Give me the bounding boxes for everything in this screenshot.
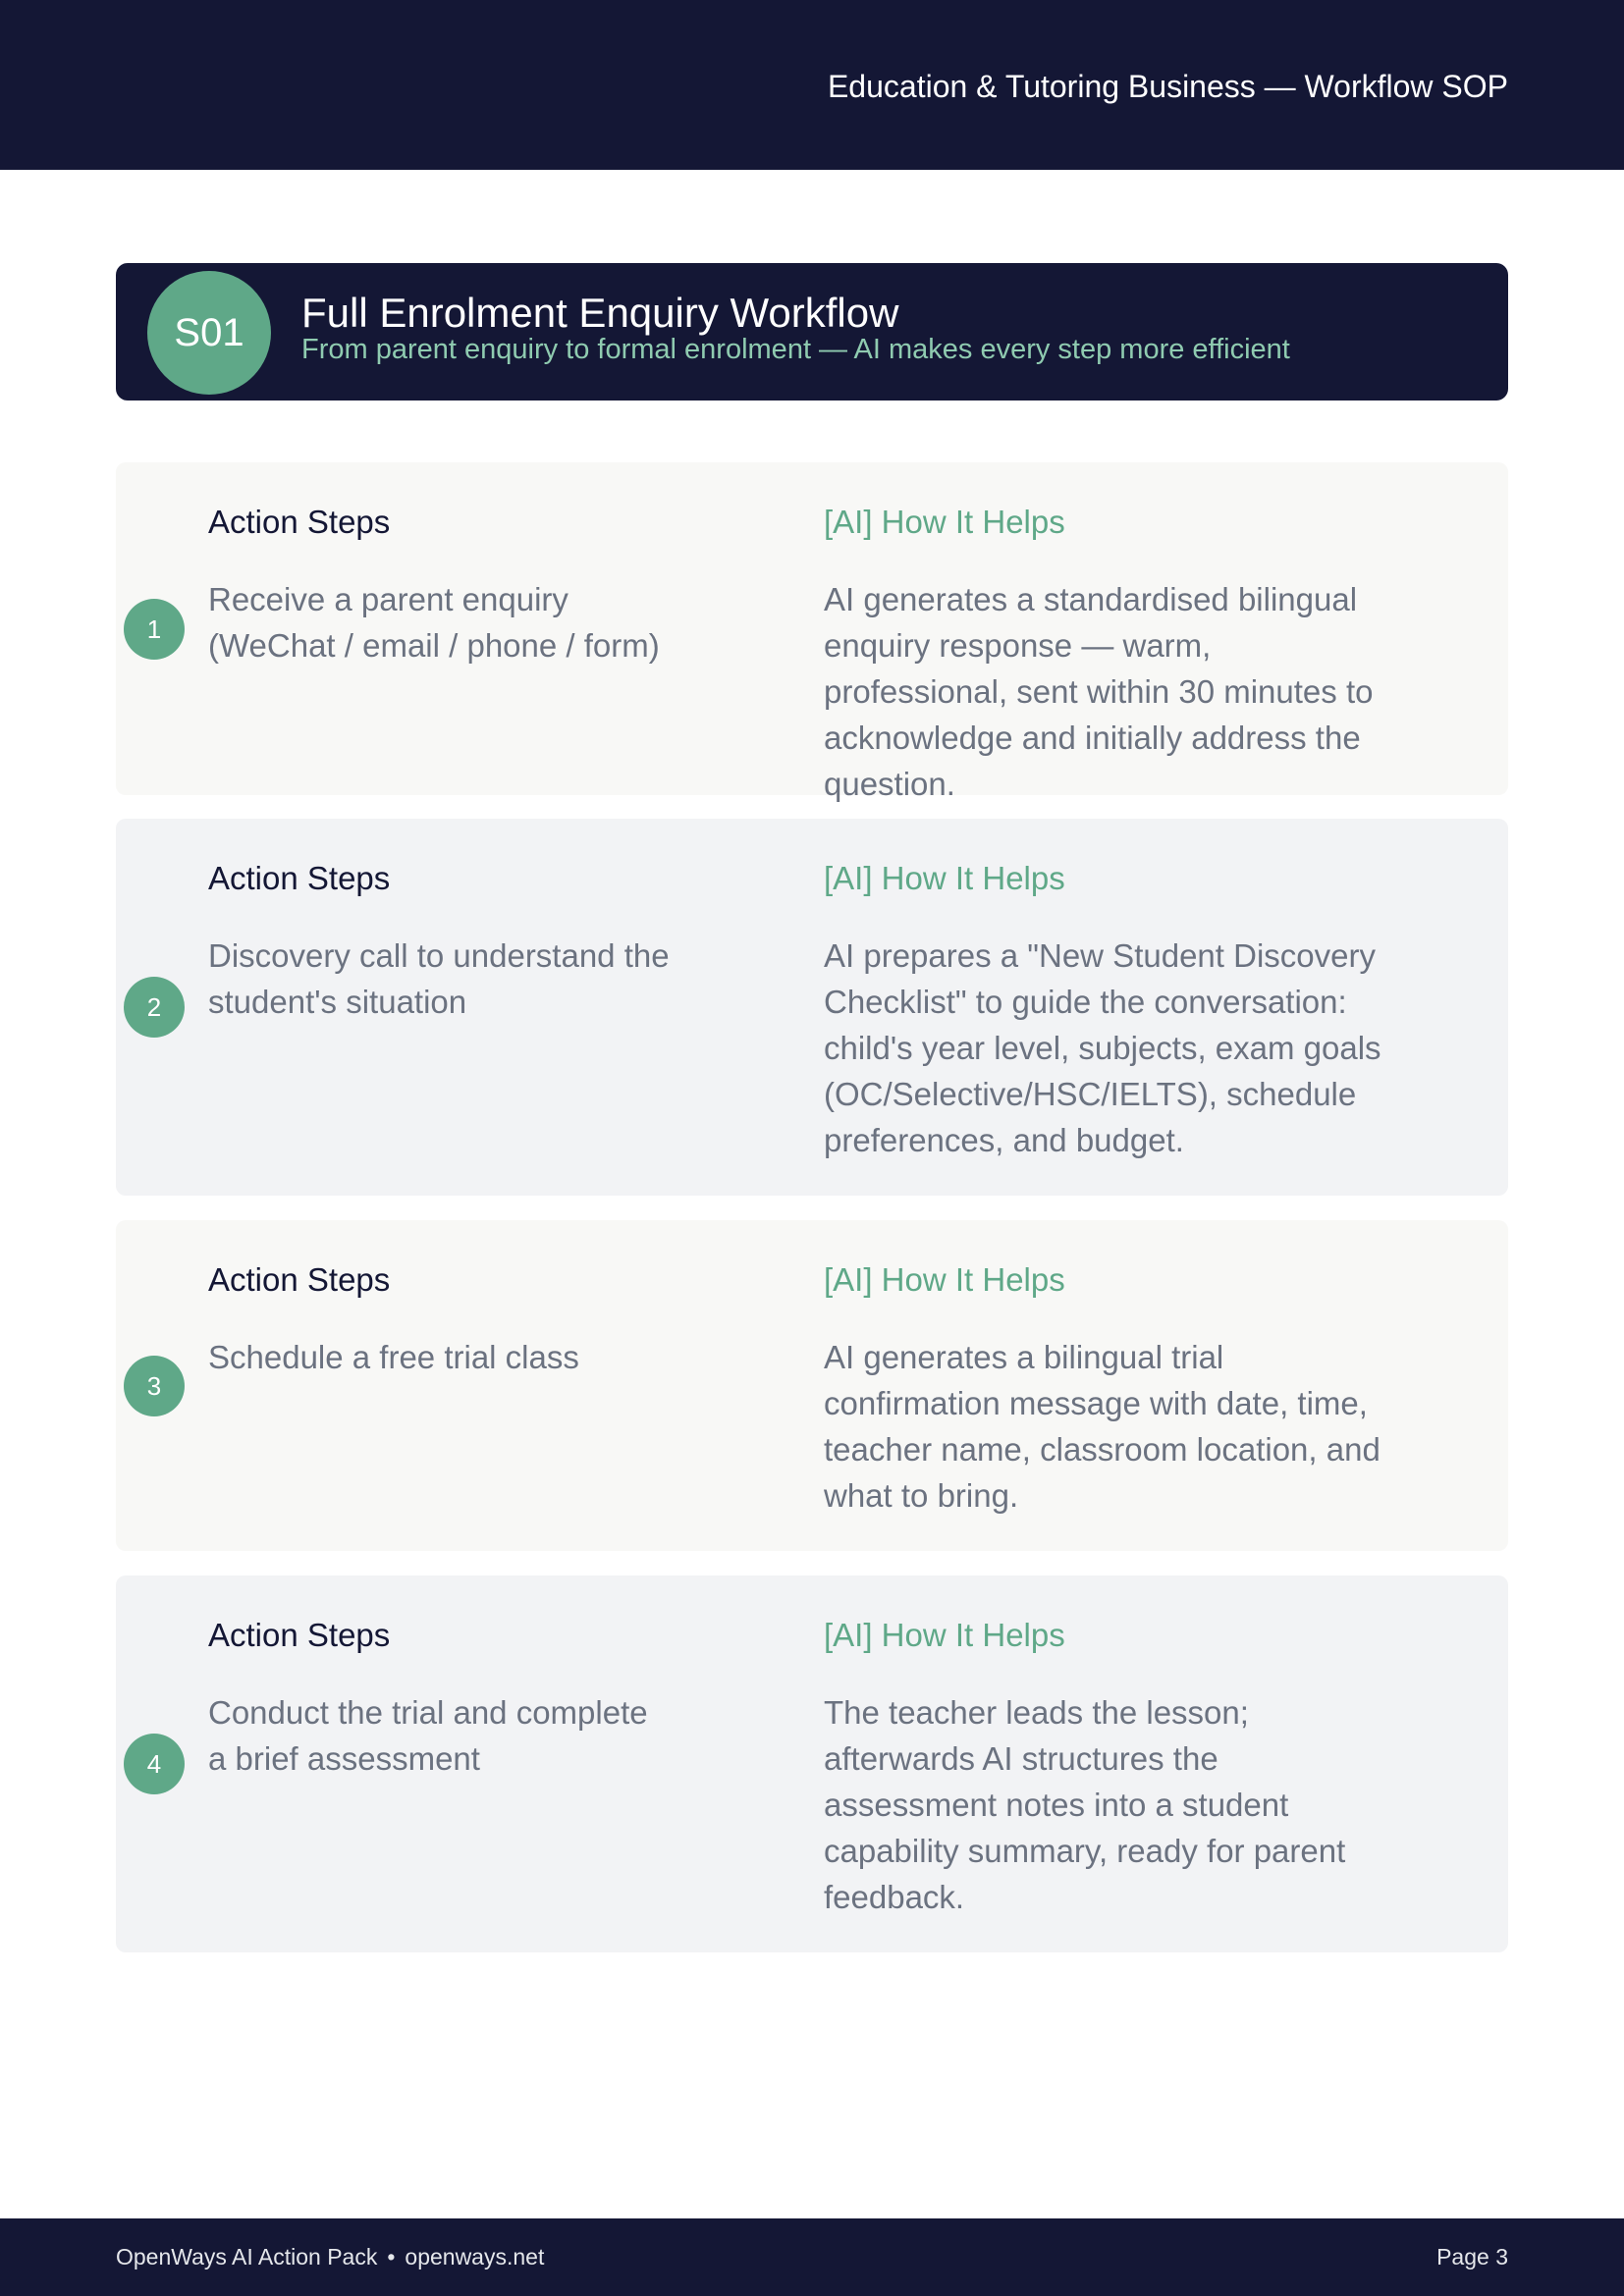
- section-code-badge: S01: [147, 271, 271, 395]
- footer-bar: [0, 2218, 1624, 2296]
- action-step-text: Discovery call to understand the student's situation: [208, 937, 670, 1020]
- ai-help-heading: [AI] How It Helps: [824, 1261, 1065, 1298]
- section-subtitle: From parent enquiry to formal enrolment — AI makes every step more efficient: [301, 334, 1290, 365]
- step-number-badge: 2: [124, 977, 185, 1038]
- action-step-text: Receive a parent enquiry (WeChat / email / phone / form): [208, 581, 660, 664]
- step-number-badge: 4: [124, 1734, 185, 1794]
- ai-help-heading: [AI] How It Helps: [824, 860, 1065, 896]
- ai-help-text: AI generates a bilingual trial confirmation message with date, time, teacher name, classroom location, and what to bring.: [824, 1339, 1380, 1514]
- action-steps-heading: Action Steps: [208, 1261, 391, 1298]
- step-card-1: [116, 462, 1508, 802]
- footer-credits: [116, 2242, 544, 2271]
- header-bar: [0, 0, 1624, 170]
- document-title: Education & Tutoring Business — Workflow SOP: [827, 69, 1508, 104]
- action-step-text: Schedule a free trial class: [208, 1339, 579, 1375]
- footer-brand: OpenWays AI Action Pack: [116, 2244, 378, 2269]
- step-number-badge: 3: [124, 1356, 185, 1416]
- footer-site-link[interactable]: openways.net: [405, 2244, 545, 2269]
- ai-help-text: AI prepares a "New Student Discovery Checklist" to guide the conversation: child's year level, subjects, exam goals (OC/Selective/HSC/IELTS), schedule preferences, and budget.: [824, 937, 1381, 1158]
- step-card-2: [116, 819, 1508, 1196]
- page-number: Page 3: [1436, 2244, 1508, 2269]
- ai-help-heading: [AI] How It Helps: [824, 1617, 1065, 1653]
- step-card-4: [116, 1575, 1508, 1952]
- ai-help-text: AI generates a standardised bilingual enquiry response — warm, professional, sent within 30 minutes to acknowledge and initially address the question.: [824, 581, 1374, 802]
- step-number-badge: 1: [124, 599, 185, 660]
- section-title: Full Enrolment Enquiry Workflow: [301, 290, 899, 336]
- section-banner: [116, 263, 1508, 400]
- action-steps-heading: Action Steps: [208, 860, 391, 896]
- ai-help-text: The teacher leads the lesson; afterwards AI structures the assessment notes into a student capability summary, ready for parent feedback.: [824, 1694, 1346, 1915]
- step-card-3: [116, 1220, 1508, 1551]
- action-steps-heading: Action Steps: [208, 504, 391, 540]
- ai-help-heading: [AI] How It Helps: [824, 504, 1065, 540]
- action-step-text: Conduct the trial and complete a brief assessment: [208, 1694, 648, 1777]
- action-steps-heading: Action Steps: [208, 1617, 391, 1653]
- footer-separator: •: [387, 2244, 396, 2269]
